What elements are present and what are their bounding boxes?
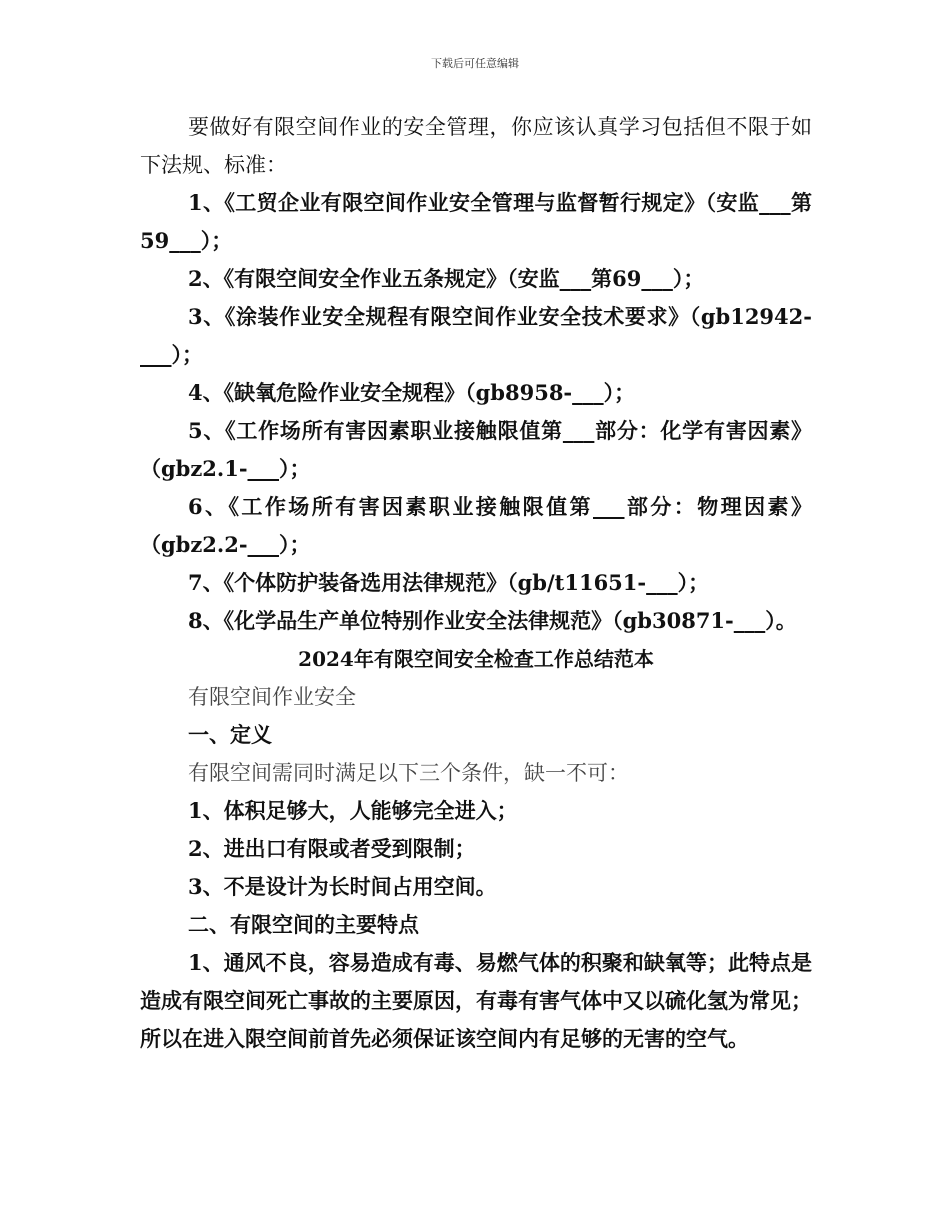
- regulation-item: 6、《工作场所有害因素职业接触限值第___部分：物理因素》（gbz2.2-___）；: [140, 494, 812, 557]
- definition-intro: 有限空间需同时满足以下三个条件，缺一不可：: [188, 761, 629, 785]
- regulation-item: 5、《工作场所有害因素职业接触限值第___部分：化学有害因素》（gbz2.1-___）；: [140, 418, 812, 481]
- feature-paragraph: 1、通风不良，容易造成有毒、易燃气体的积聚和缺氧等；此特点是造成有限空间死亡事故的主要原因，有毒有害气体中又以硫化氢为常见；所以在进入限空间前首先必须保证该空间内有足够的无害的空气。: [140, 950, 812, 1051]
- condition-item: 3、不是设计为长时间占用空间。: [188, 874, 497, 899]
- features-heading: 二、有限空间的主要特点: [188, 912, 419, 937]
- condition-item: 2、进出口有限或者受到限制；: [188, 836, 476, 861]
- regulation-item: 8、《化学品生产单位特别作业安全法律规范》（gb30871-___）。: [188, 608, 797, 633]
- regulation-item: 1、《工贸企业有限空间作业安全管理与监督暂行规定》（安监___第59___）；: [140, 190, 812, 253]
- document-title: 2024年有限空间安全检查工作总结范本: [298, 647, 654, 671]
- definition-heading: 一、定义: [188, 722, 272, 747]
- page-header: 下载后可任意编辑: [431, 57, 519, 70]
- intro-paragraph: 要做好有限空间作业的安全管理，你应该认真学习包括但不限于如下法规、标准：: [140, 115, 812, 177]
- section-heading: 有限空间作业安全: [188, 685, 356, 709]
- regulation-item: 4、《缺氧危险作业安全规程》（gb8958-___）；: [188, 380, 636, 405]
- document-body: [140, 108, 812, 1058]
- regulation-item: 2、《有限空间安全作业五条规定》（安监___第69___）；: [188, 266, 705, 291]
- condition-item: 1、体积足够大，人能够完全进入；: [188, 798, 518, 823]
- regulation-item: 7、《个体防护装备选用法律规范》（gb/t11651-___）；: [188, 570, 710, 595]
- regulation-item: 3、《涂装作业安全规程有限空间作业安全技术要求》（gb12942-___）；: [140, 304, 812, 367]
